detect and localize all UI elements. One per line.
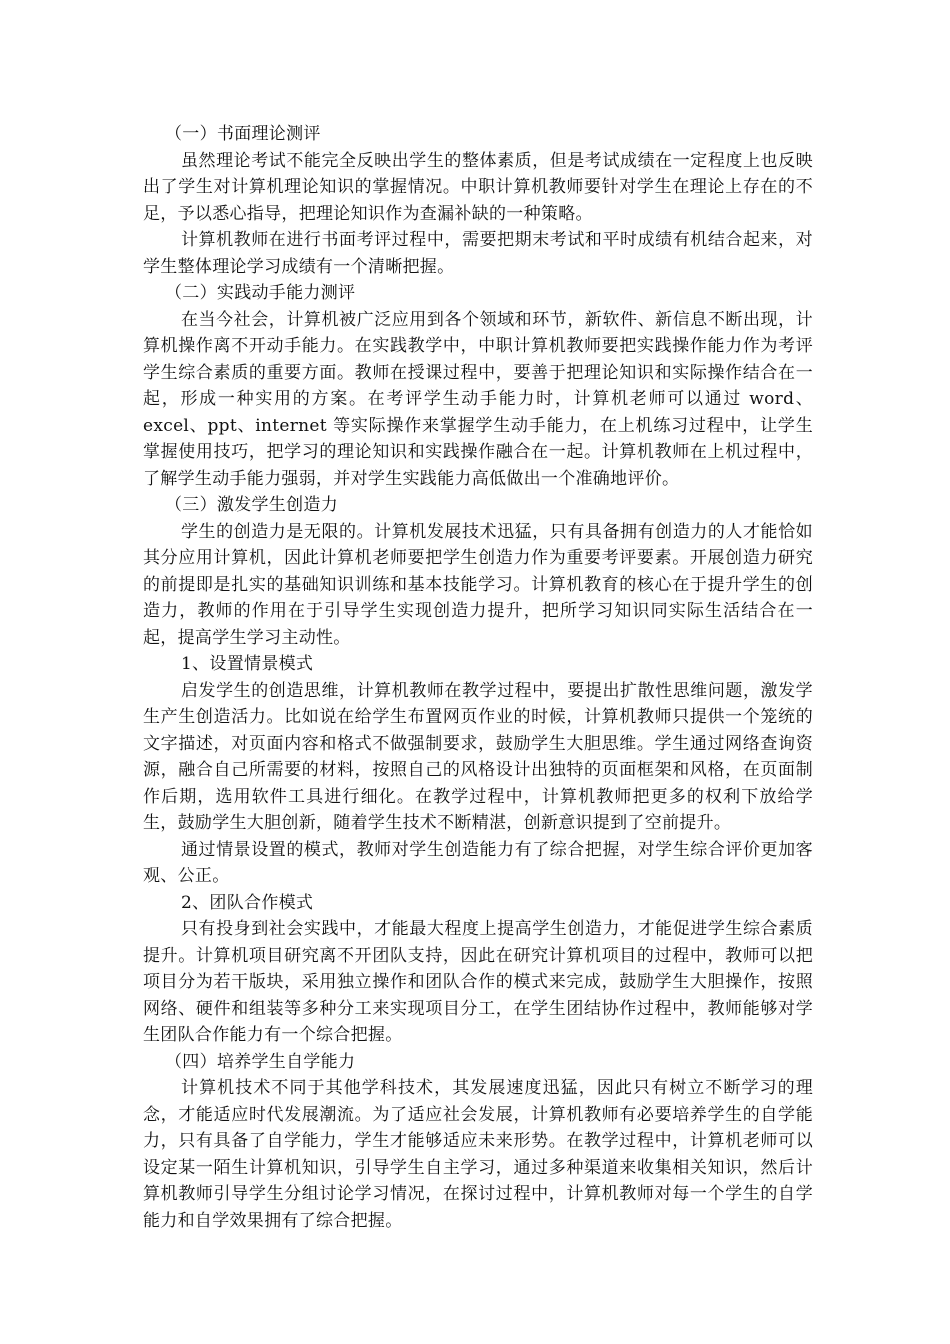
- paragraph: 虽然理论考试不能完全反映出学生的整体素质，但是考试成绩在一定程度上也反映出了学生对计算机理论知识的掌握情况。中职计算机教师要针对学生在理论上存在的不足，予以悉心指导，把理论知识作为查漏补缺的一种策略。: [143, 150, 813, 224]
- section-heading-1: （一）书面理论测评: [165, 124, 321, 144]
- section-heading-2: （二）实践动手能力测评: [165, 283, 356, 303]
- paragraph: 只有投身到社会实践中，才能最大程度上提高学生创造力，才能促进学生综合素质提升。计算机项目研究离不开团队支持，因此在研究计算机项目的过程中，教师可以把项目分为若干版块，采用独立操作和团队合作的模式来完成，鼓励学生大胆操作，按照网络、硬件和组装等多种分工来实现项目分工，在学生团结协作过程中，教师能够对学生团队合作能力有一个综合把握。: [143, 919, 813, 1045]
- subsection-heading-1: 1、设置情景模式: [181, 654, 314, 674]
- section-heading-4: （四）培养学生自学能力: [165, 1051, 356, 1072]
- paragraph: 学生的创造力是无限的。计算机发展技术迅猛，只有具备拥有创造力的人才能恰如其分应用计算机，因此计算机老师要把学生创造力作为重要考评要素。开展创造力研究的前提即是扎实的基础知识训练和基本技能学习。计算机教育的核心在于提升学生的创造力，教师的作用在于引导学生实现创造力提升，把所学习知识同实际生活结合在一起，提高学生学习主动性。: [143, 521, 813, 648]
- paragraph: 在当今社会，计算机被广泛应用到各个领域和环节，新软件、新信息不断出现，计算机操作离不开动手能力。在实践教学中，中职计算机教师要把实践操作能力作为考评学生综合素质的重要方面。教师在授课过程中，要善于把理论知识和实际操作结合在一起，形成一种实用的方案。在考评学生动手能力时，计算机老师可以通过 word、excel、ppt、internet 等实际操作来掌握学生动手能力，在上机练习过程中，让学生掌握使用技巧，把学习的理论知识和实践操作融合在一起。计算机教师在上机过程中，了解学生动手能力强弱，并对学生实践能力高低做出一个准确地评价。: [143, 309, 813, 489]
- paragraph: 通过情景设置的模式，教师对学生创造能力有了综合把握，对学生综合评价更加客观、公正。: [143, 839, 813, 886]
- document-body: [143, 121, 813, 1234]
- paragraph: 启发学生的创造思维，计算机教师在教学过程中，要提出扩散性思维问题，激发学生产生创造活力。比如说在给学生布置网页作业的时候，计算机教师只提供一个笼统的文字描述，对页面内容和格式不做强制要求，鼓励学生大胆思维。学生通过网络查询资源，融合自己所需要的材料，按照自己的风格设计出独特的页面框架和风格，在页面制作后期，选用软件工具进行细化。在教学过程中，计算机教师把更多的权利下放给学生，鼓励学生大胆创新，随着学生技术不断精湛，创新意识提到了空前提升。: [143, 680, 813, 833]
- section-heading-3: （三）激发学生创造力: [165, 495, 338, 515]
- subsection-heading-2: 2、团队合作模式: [181, 892, 314, 913]
- paragraph: 计算机教师在进行书面考评过程中，需要把期末考试和平时成绩有机结合起来，对学生整体理论学习成绩有一个清晰把握。: [143, 230, 813, 277]
- paragraph: 计算机技术不同于其他学科技术，其发展速度迅猛，因此只有树立不断学习的理念，才能适应时代发展潮流。为了适应社会发展，计算机教师有必要培养学生的自学能力，只有具备了自学能力，学生才能够适应未来形势。在教学过程中，计算机老师可以设定某一陌生计算机知识，引导学生自主学习，通过多种渠道来收集相关知识，然后计算机教师引导学生分组讨论学习情况，在探讨过程中，计算机教师对每一个学生的自学能力和自学效果拥有了综合把握。: [143, 1078, 813, 1231]
